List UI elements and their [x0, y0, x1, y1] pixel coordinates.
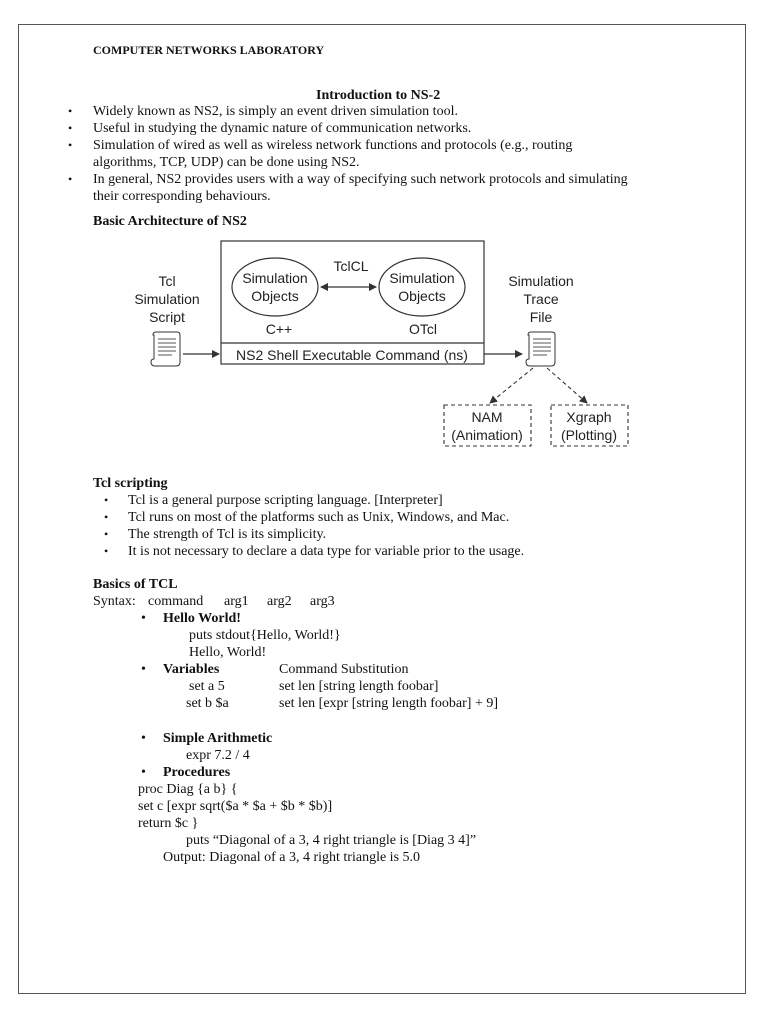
intro-heading: Introduction to NS-2 [316, 88, 441, 103]
trace-to-nam-arrow [490, 368, 533, 403]
tcl-script-label-3: Script [149, 309, 185, 325]
trace-file-label-2: Trace [523, 291, 559, 307]
bullet-marker: • [104, 510, 109, 524]
left-object-label-2: Objects [251, 288, 299, 304]
intro-bullet-2: Useful in studying the dynamic nature of communication networks. [93, 121, 472, 136]
trace-file-scroll-icon [526, 332, 555, 366]
cpp-label: C++ [265, 321, 293, 337]
bullet-marker: • [68, 104, 73, 118]
ns2-architecture-diagram [0, 0, 768, 470]
nam-sublabel: (Animation) [451, 427, 523, 443]
trace-file-label-3: File [529, 309, 553, 325]
output-line: Output: Diagonal of a 3, 4 right triangle is 5.0 [163, 850, 421, 865]
tclcl-label: TclCL [333, 258, 369, 274]
right-simulation-objects-ellipse [379, 258, 465, 316]
trace-file-label-1: Simulation [508, 273, 574, 289]
bullet-marker: • [68, 172, 73, 186]
command-sub-line-1: set len [string length foobar] [279, 679, 439, 694]
variable-line-2: set b $a [186, 696, 229, 711]
variables-title: Variables [163, 662, 220, 677]
syntax-arg2: arg2 [267, 594, 292, 609]
intro-bullet-3-line-2: algorithms, TCP, UDP) can be done using NS2. [93, 155, 360, 170]
xgraph-sublabel: (Plotting) [560, 427, 618, 443]
intro-bullet-4-line-1: In general, NS2 provides users with a way of specifying such network protocols and simulating [93, 172, 628, 187]
syntax-arg3: arg3 [310, 594, 335, 609]
tcl-bullet-3: The strength of Tcl is its simplicity. [128, 527, 327, 542]
command-sub-line-2: set len [expr [string length foobar] + 9] [279, 696, 498, 711]
bullet-marker: • [141, 765, 146, 780]
left-object-label-1: Simulation [242, 270, 308, 286]
syntax-arg1: arg1 [224, 594, 249, 609]
puts-line: puts “Diagonal of a 3, 4 right triangle is [Diag 3 4]” [186, 833, 477, 848]
hello-world-title: Hello World! [163, 611, 241, 626]
bullet-marker: • [104, 544, 109, 558]
tcl-bullet-2: Tcl runs on most of the platforms such as Unix, Windows, and Mac. [128, 510, 510, 525]
xgraph-label: Xgraph [566, 409, 612, 425]
nam-label: NAM [471, 409, 503, 425]
trace-to-xgraph-arrow [547, 368, 587, 403]
procedures-title: Procedures [163, 765, 231, 780]
bullet-marker: • [141, 731, 146, 746]
bullet-marker: • [141, 611, 146, 626]
command-substitution-title: Command Substitution [279, 662, 409, 677]
proc-line-1: proc Diag {a b} { [138, 782, 238, 797]
document-header: COMPUTER NETWORKS LABORATORY [93, 43, 325, 57]
arithmetic-code: expr 7.2 / 4 [186, 748, 250, 763]
tcl-scripting-heading: Tcl scripting [93, 476, 168, 491]
architecture-heading: Basic Architecture of NS2 [93, 214, 247, 229]
variable-line-1: set a 5 [189, 679, 225, 694]
proc-line-2: set c [expr sqrt($a * $a + $b * $b)] [138, 799, 333, 814]
arithmetic-title: Simple Arithmetic [163, 731, 273, 746]
right-object-label-1: Simulation [389, 270, 455, 286]
tcl-bullet-1: Tcl is a general purpose scripting language. [Interpreter] [128, 493, 443, 508]
ns2-shell-label: NS2 Shell Executable Command (ns) [236, 347, 468, 363]
intro-bullet-1: Widely known as NS2, is simply an event driven simulation tool. [93, 104, 458, 119]
hello-world-code: puts stdout{Hello, World!} [189, 628, 341, 643]
intro-bullet-4-line-2: their corresponding behaviours. [93, 189, 271, 204]
scroll-document-icon [151, 332, 180, 366]
proc-line-3: return $c } [138, 816, 199, 831]
bullet-marker: • [68, 121, 73, 135]
syntax-label: Syntax: [93, 594, 136, 609]
bullet-marker: • [141, 662, 146, 677]
bullet-marker: • [68, 138, 73, 152]
basics-heading: Basics of TCL [93, 577, 178, 592]
hello-world-output: Hello, World! [189, 645, 267, 660]
tcl-script-label-1: Tcl [158, 273, 176, 289]
syntax-command: command [148, 594, 204, 609]
tcl-bullet-4: It is not necessary to declare a data type for variable prior to the usage. [128, 544, 525, 559]
bullet-marker: • [104, 493, 109, 507]
left-simulation-objects-ellipse [232, 258, 318, 316]
bullet-marker: • [104, 527, 109, 541]
intro-bullet-3-line-1: Simulation of wired as well as wireless network functions and protocols (e.g., routing [93, 138, 573, 153]
tcl-script-label-2: Simulation [134, 291, 200, 307]
otcl-label: OTcl [409, 321, 437, 337]
right-object-label-2: Objects [398, 288, 446, 304]
